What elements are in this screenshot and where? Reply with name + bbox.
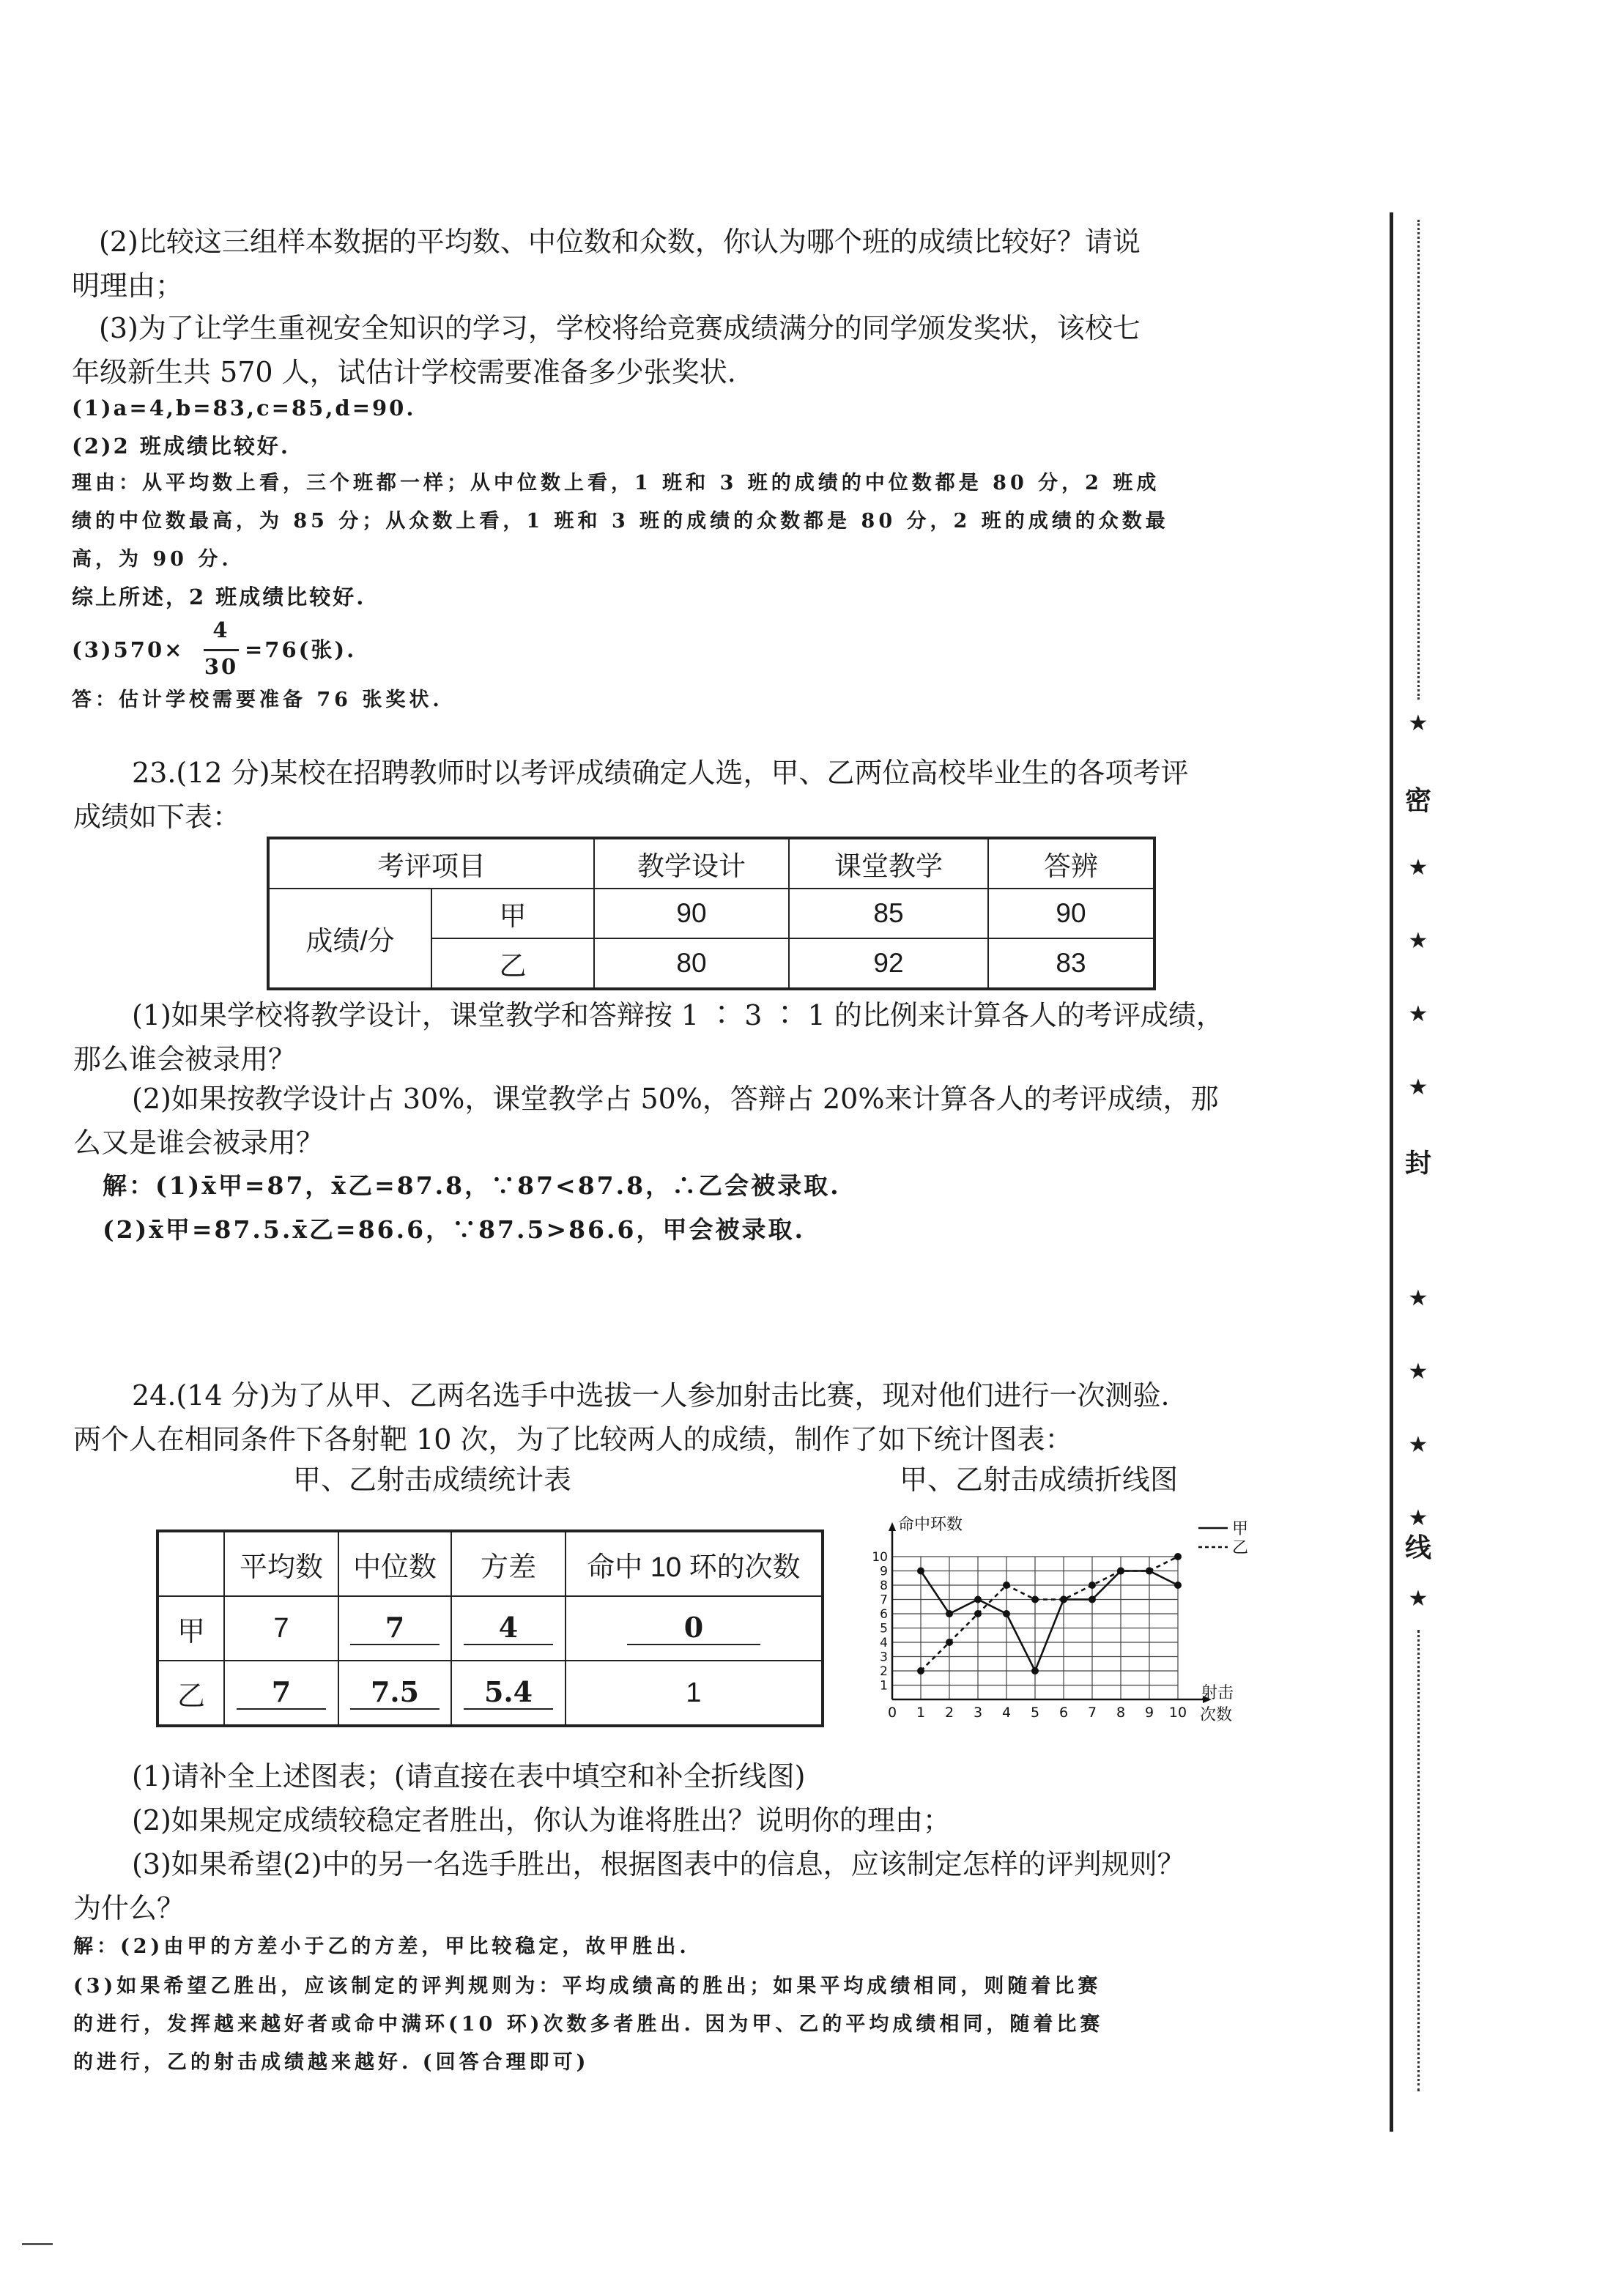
x-tick-label: 8 <box>1116 1705 1126 1721</box>
t24-corner <box>157 1531 224 1596</box>
star-icon: ★ <box>1408 1001 1428 1027</box>
x-tick-label: 1 <box>916 1705 926 1721</box>
star-icon: ★ <box>1408 1586 1428 1612</box>
t24-title: 甲、乙射击成绩统计表 <box>293 1464 572 1496</box>
fill-blank: 5.4 <box>464 1676 553 1710</box>
answer-23-1: 解：(1)x̄甲=87，x̄乙=87.8，∵87<87.8，∴乙会被录取. <box>103 1171 841 1200</box>
q24-part1-line: (1)请补全上述图表；(请直接在表中填空和补全折线图) <box>132 1760 806 1792</box>
y-tick-label: 7 <box>880 1593 888 1608</box>
answer-24-3 <box>73 1968 1333 2082</box>
q24-stem-line1: 24.(14 分)为了从甲、乙两名选手中选拔一人参加射击比赛，现对他们进行一次测验. <box>132 1379 1170 1412</box>
t24-header-var: 方差 <box>451 1531 566 1596</box>
t23-header-item: 考评项目 <box>268 838 594 889</box>
q24-part3-line2: 为什么？ <box>73 1892 185 1924</box>
data-point-yi <box>1146 1568 1153 1575</box>
data-point-yi <box>1089 1582 1096 1589</box>
t24-fill-cell <box>566 1596 823 1661</box>
t24-jia-label: 甲 <box>157 1596 224 1661</box>
binding-line-sidebar <box>1377 212 1465 2132</box>
t23-cell: 90 <box>988 889 1154 938</box>
q22-part2-line2: 明理由； <box>72 270 184 302</box>
answer-22-reason-line2: 绩的中位数最高，为 85 分；从众数上看，1 班和 3 班的成绩的众数都是 80 分，2 班的成绩的众数最 <box>72 510 1169 533</box>
q23-part2 <box>73 1077 1355 1165</box>
t24-header-median: 中位数 <box>338 1531 451 1596</box>
data-point-yi <box>1031 1596 1039 1603</box>
q24-part2 <box>103 1798 1355 1842</box>
shooting-line-chart <box>864 1516 1260 1736</box>
answer-22-1: (1)a=4,b=83,c=85,d=90. <box>72 396 416 420</box>
t24-cell: 7 <box>224 1596 338 1661</box>
x-axis-label-line2: 次数 <box>1200 1706 1233 1724</box>
t23-cell: 85 <box>789 889 988 938</box>
t23-cell: 80 <box>594 938 789 989</box>
star-icon: ★ <box>1408 1075 1428 1100</box>
q23-stem-line2: 成绩如下表： <box>73 801 241 833</box>
t24-header-hits: 命中 10 环的次数 <box>566 1531 823 1596</box>
q23-score-table <box>267 837 1156 990</box>
t24-cell: 1 <box>566 1661 823 1726</box>
y-axis-label: 命中环数 <box>898 1516 963 1534</box>
x-tick-label: 2 <box>944 1705 954 1721</box>
seal-char-feng: 封 <box>1404 1148 1431 1179</box>
data-point-jia <box>917 1568 924 1575</box>
x-tick-label: 3 <box>973 1705 983 1721</box>
chart-title: 甲、乙射击成绩折线图 <box>900 1464 1179 1496</box>
q23-part2-line1: (2)如果按教学设计占 30%，课堂教学占 50%，答辩占 20%来计算各人的考评成绩，那 <box>132 1083 1219 1115</box>
data-point-jia <box>946 1610 953 1617</box>
answer-23-2: (2)x̄甲=87.5.x̄乙=86.6，∵87.5>86.6，甲会被录取. <box>103 1215 805 1244</box>
t24-fill-cell <box>451 1661 566 1726</box>
y-tick-label: 10 <box>872 1550 888 1565</box>
t23-row-label: 成绩/分 <box>268 889 431 989</box>
star-icon: ★ <box>1408 1505 1428 1531</box>
data-point-yi <box>917 1667 924 1675</box>
star-icon: ★ <box>1408 1286 1428 1311</box>
fill-blank: 0 <box>627 1612 760 1645</box>
answer-24-3-line2: 的进行，发挥越来越好者或命中满环(10 环)次数多者胜出. 因为甲、乙的平均成绩相同，随着比赛 <box>73 2013 1104 2036</box>
fill-blank: 7 <box>350 1612 440 1645</box>
t24-fill-cell <box>224 1661 338 1726</box>
star-icon: ★ <box>1408 855 1428 880</box>
x-tick-label: 6 <box>1058 1705 1069 1721</box>
binding-vertical-rule <box>1390 212 1393 2132</box>
t24-fill-cell <box>338 1596 451 1661</box>
t23-cell: 90 <box>594 889 789 938</box>
q23-stem <box>73 751 1355 839</box>
q23-stem-line1: 23.(12 分)某校在招聘教师时以考评成绩确定人选，甲、乙两位高校毕业生的各项考评 <box>132 757 1189 789</box>
x-tick-label: 4 <box>1001 1705 1012 1721</box>
x-axis-label-line1: 射击 <box>1201 1684 1234 1702</box>
q24-stats-table <box>156 1530 824 1727</box>
t23-yi-label: 乙 <box>431 938 594 989</box>
y-tick-label: 6 <box>880 1607 888 1622</box>
series-line-jia <box>921 1571 1178 1672</box>
t24-fill-cell <box>338 1661 451 1726</box>
t24-yi-label: 乙 <box>157 1661 224 1726</box>
q23-part1-line1: (1)如果学校将教学设计，课堂教学和答辩按 1 ∶ 3 ∶ 1 的比例来计算各人的考评成绩， <box>132 999 1224 1031</box>
seal-char-mi: 密 <box>1404 785 1431 816</box>
fill-blank: 7.5 <box>350 1676 440 1710</box>
y-tick-label: 9 <box>880 1564 888 1579</box>
data-point-jia <box>1031 1667 1039 1675</box>
q24-stem <box>73 1373 1355 1461</box>
answer-24-3-line1: (3)如果希望乙胜出，应该制定的评判规则为：平均成绩高的胜出；如果平均成绩相同，则随着比赛 <box>73 1975 1102 1998</box>
data-point-yi <box>1060 1596 1067 1603</box>
data-point-yi <box>1174 1553 1182 1560</box>
q22-part3 <box>72 306 1352 394</box>
data-point-jia <box>1174 1582 1182 1589</box>
x-tick-label: 9 <box>1144 1705 1154 1721</box>
dotted-line-bottom <box>1417 1630 1420 2091</box>
q24-part2-line: (2)如果规定成绩较稳定者胜出，你认为谁将胜出？说明你的理由； <box>132 1804 951 1836</box>
y-tick-label: 4 <box>880 1636 888 1650</box>
answer-24-2: 解：(2)由甲的方差小于乙的方差，甲比较稳定，故甲胜出. <box>73 1935 690 1958</box>
x-tick-label: 5 <box>1030 1705 1040 1721</box>
t24-fill-cell <box>451 1596 566 1661</box>
answer-22-final: 答：估计学校需要准备 76 张奖状. <box>72 689 443 711</box>
answer-22-reason <box>72 464 1332 579</box>
y-tick-label: 8 <box>880 1579 888 1593</box>
t23-header-class: 课堂教学 <box>789 838 988 889</box>
q24-part3-line1: (3)如果希望(2)中的另一名选手胜出，根据图表中的信息，应该制定怎样的评判规则？ <box>132 1848 1185 1880</box>
answer-22-2: (2)2 班成绩比较好. <box>72 434 290 459</box>
answer-22-3-prefix: (3)570× <box>72 637 185 662</box>
y-tick-label: 5 <box>880 1621 888 1636</box>
t23-header-defense: 答辨 <box>988 838 1154 889</box>
fraction-denominator: 30 <box>204 654 239 679</box>
legend-label-yi: 乙 <box>1232 1539 1249 1557</box>
t23-cell: 92 <box>789 938 988 989</box>
q22-part2 <box>72 220 1352 308</box>
q22-part3-line1: (3)为了让学生重视安全知识的学习，学校将给竞赛成绩满分的同学颁发奖状，该校七 <box>99 312 1141 344</box>
star-icon: ★ <box>1408 1359 1428 1384</box>
answer-24-3-line3: 的进行，乙的射击成绩越来越好. (回答合理即可) <box>73 2051 590 2074</box>
t23-header-design: 教学设计 <box>594 838 789 889</box>
t23-cell: 83 <box>988 938 1154 989</box>
y-tick-label: 2 <box>880 1664 888 1679</box>
fill-blank: 4 <box>464 1612 553 1645</box>
data-point-yi <box>1117 1568 1124 1575</box>
answer-22-summary: 综上所述，2 班成绩比较好. <box>72 585 366 609</box>
answer-22-3-suffix: =76(张). <box>245 637 357 662</box>
q24-stem-line2: 两个人在相同条件下各射靶 10 次，为了比较两人的成绩，制作了如下统计图表： <box>73 1423 1073 1456</box>
answer-22-reason-line3: 高，为 90 分. <box>72 548 232 571</box>
y-axis-arrow <box>889 1522 896 1531</box>
data-point-jia <box>974 1596 982 1603</box>
q22-part2-line1: (2)比较这三组样本数据的平均数、中位数和众数，你认为哪个班的成绩比较好？请说 <box>99 226 1141 258</box>
data-point-yi <box>974 1610 982 1617</box>
corner-rule <box>22 2243 53 2245</box>
data-point-jia <box>1003 1610 1010 1617</box>
t23-jia-label: 甲 <box>431 889 594 938</box>
q23-part1-line2: 那么谁会被录用？ <box>73 1043 297 1075</box>
x-tick-label: 7 <box>1087 1705 1097 1721</box>
q23-part1 <box>73 993 1355 1081</box>
y-tick-label: 1 <box>880 1678 888 1694</box>
q22-part3-line2: 年级新生共 570 人，试估计学校需要准备多少张奖状. <box>72 356 736 388</box>
t24-header-mean: 平均数 <box>224 1531 338 1596</box>
q24-part1 <box>103 1754 1355 1798</box>
data-point-jia <box>1089 1596 1096 1603</box>
x-tick-label: 10 <box>1168 1705 1187 1721</box>
star-icon: ★ <box>1408 1432 1428 1458</box>
answer-22-reason-line1: 理由：从平均数上看，三个班都一样；从中位数上看，1 班和 3 班的成绩的中位数都是 80 分，2 班成 <box>72 472 1160 494</box>
data-point-yi <box>946 1639 953 1646</box>
x-tick-label: 0 <box>887 1705 897 1721</box>
fill-blank: 7 <box>237 1676 326 1710</box>
q23-part2-line2: 么又是谁会被录用？ <box>73 1127 325 1159</box>
q24-part3 <box>73 1842 1355 1930</box>
y-tick-label: 3 <box>880 1650 888 1665</box>
fraction-numerator: 4 <box>212 618 230 642</box>
data-point-yi <box>1003 1582 1010 1589</box>
star-icon: ★ <box>1408 711 1428 736</box>
legend-label-jia: 甲 <box>1232 1520 1249 1538</box>
star-icon: ★ <box>1408 928 1428 954</box>
dotted-line-top <box>1417 220 1420 700</box>
seal-char-xian: 线 <box>1404 1532 1431 1563</box>
